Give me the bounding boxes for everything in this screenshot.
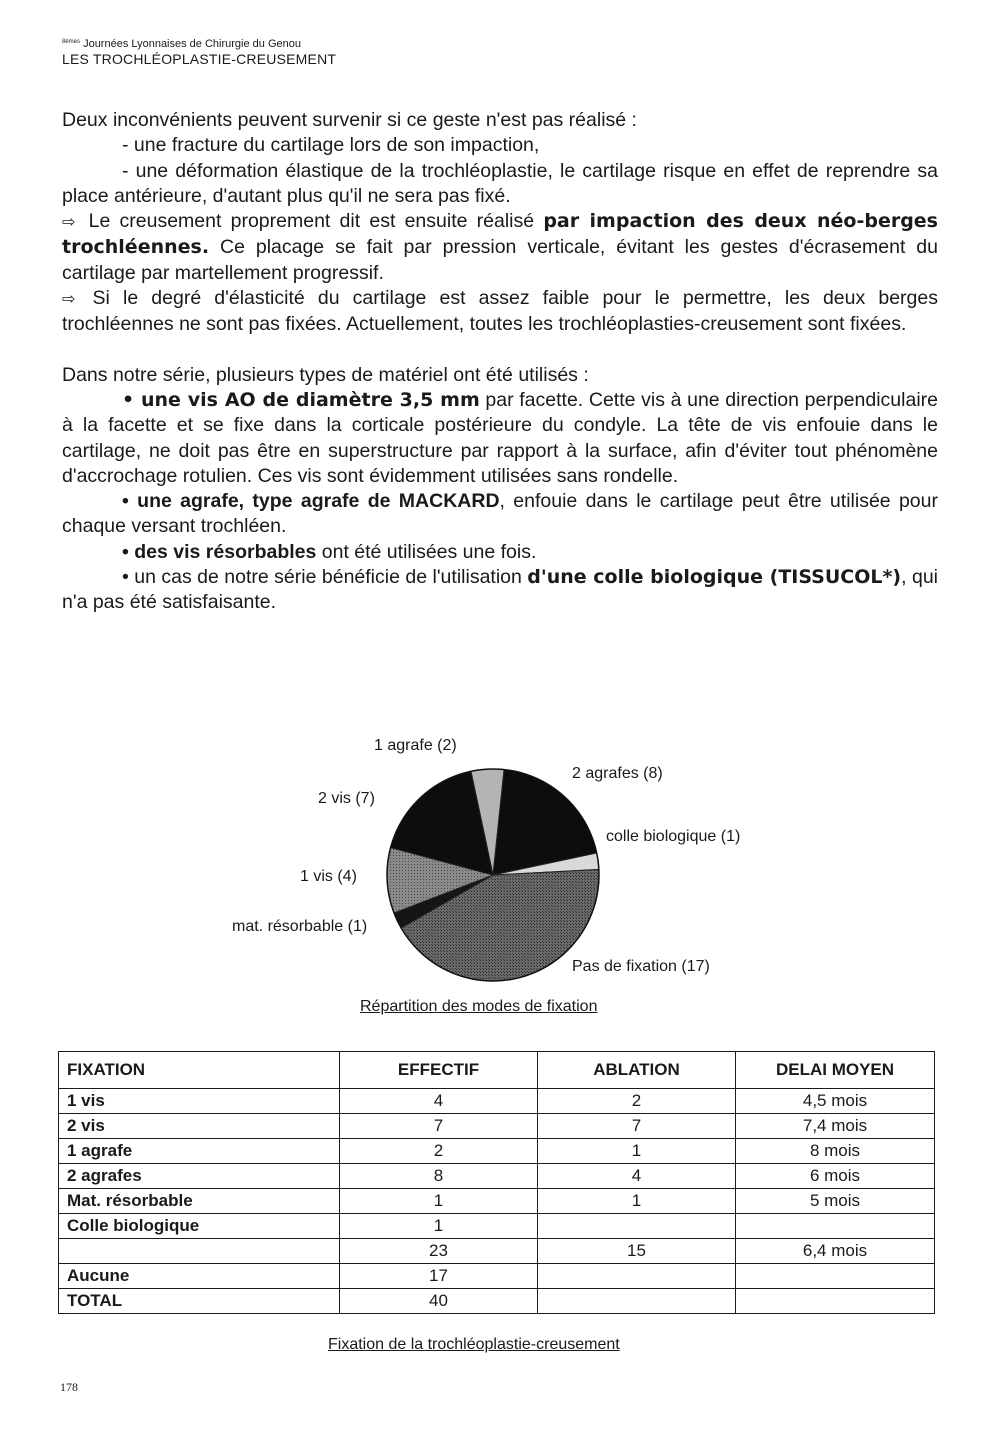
table-cell [736,1264,935,1289]
paragraph-text: Le creusement proprement dit est ensuite réalisé [79,210,544,233]
table-cell: 1 [538,1189,736,1214]
paragraph-materials-intro: Dans notre série, plusieurs types de matériel ont été utilisés : [62,363,589,386]
paragraph-text: ont été utilisées une fois. [316,540,537,563]
running-head [62,36,336,67]
table-row [59,1164,935,1189]
table-cell: 1 agrafe [59,1139,340,1164]
list-item [62,159,938,210]
table-cell [538,1289,736,1314]
pie-chart-graphic [0,720,1000,1000]
table-cell [736,1214,935,1239]
table-row [59,1239,935,1264]
chapter-title: LES TROCHLÉOPLASTIE-CREUSEMENT [62,51,337,67]
table-cell [538,1264,736,1289]
column-header: ABLATION [538,1052,736,1089]
emphasis-text: • une agrafe, type agrafe de MACKARD [122,490,500,513]
emphasis-text: • des vis résorbables [122,540,317,563]
paragraph-text: Ce placage se fait par pression verticale, évitant les gestes d'écrasement du cartilage par martellement progressif. [62,236,938,284]
table-row [59,1189,935,1214]
table-cell: 8 [340,1164,538,1189]
paragraph-intro: Deux inconvénients peuvent survenir si ce geste n'est pas réalisé : [62,109,637,131]
edition-number: 8èmes [62,39,81,45]
bullet-item [62,540,938,565]
table-cell: 5 mois [736,1189,935,1214]
table-cell: 8 mois [736,1139,935,1164]
paragraph-impaction [62,209,938,286]
table-cell: 2 [340,1139,538,1164]
fixation-table [58,1051,935,1314]
table-cell: 7 [538,1114,736,1139]
table-cell: 1 [340,1214,538,1239]
table-cell: 4 [340,1089,538,1114]
table-cell: 4 [538,1164,736,1189]
table-row [59,1089,935,1114]
column-header: DELAI MOYEN [736,1052,935,1089]
table-row [59,1214,935,1239]
arrow-right-icon: ⇨ [62,214,76,232]
table-cell: 17 [340,1264,538,1289]
journal-name: Journées Lyonnaises de Chirurgie du Genou [80,38,301,50]
table-row [59,1114,935,1139]
article-body [62,108,938,616]
table-cell: 4,5 mois [736,1089,935,1114]
table-cell [736,1289,935,1314]
emphasis-text: • une vis AO de diamètre 3,5 mm [122,388,480,411]
bullet-item [62,489,938,540]
pie-slice-label: Pas de fixation (17) [572,958,710,975]
column-header: EFFECTIF [340,1052,538,1089]
table-cell: 2 vis [59,1114,340,1139]
page-number: 178 [60,1380,78,1394]
table-row [59,1139,935,1164]
table-cell: 40 [340,1289,538,1314]
table-cell: Colle biologique [59,1214,340,1239]
table-row [59,1264,935,1289]
pie-slice-label: mat. résorbable (1) [232,918,368,935]
pie-slice-label: 1 agrafe (2) [374,737,457,754]
table-caption: Fixation de la trochléoplastie-creusement [328,1336,620,1353]
paragraph-elasticity [62,286,938,338]
pie-slice-label: 1 vis (4) [300,868,357,885]
emphasis-text: d'une colle biologique (TISSUCOL*) [527,566,902,589]
paragraph-text: , qui n'a pas été satisfaisante. [62,566,939,614]
table-cell: 7 [340,1114,538,1139]
paragraph-text: Si le degré d'élasticité du cartilage est assez faible pour le permettre, les deux berges trochléennes ne sont pas fixées. Actuellement, toutes les trochléoplasties-creusement sont fixées. [62,287,938,336]
pie-chart-caption: Répartition des modes de fixation [360,998,598,1015]
bullet-item [62,388,938,489]
pie-slice-label: 2 vis (7) [318,790,375,807]
bullet-item [62,565,938,616]
paragraph-text: , enfouie dans le cartilage peut être utilisée pour chaque versant trochléen. [62,490,938,538]
table-cell [538,1214,736,1239]
list-item-text: - une déformation élastique de la trochléoplastie, le cartilage risque en effet de reprendre sa place antérieure, d'autant plus qu'il ne sera pas fixé. [62,159,938,207]
table-cell: Mat. résorbable [59,1189,340,1214]
paragraph-text: • un cas de notre série bénéficie de l'utilisation [122,566,528,589]
paragraph-text: par facette. Cette vis à une direction perpendiculaire à la facette et se fixe dans la corticale postérieure du condyle. La tête de vis enfouie dans le cartilage, ne doit pas être en superstructure par rapport à la surface, afin d'éviter tout phénomène d'accrochage rotulien. Ces vis sont évidemment utilisées sans rondelle. [62,388,938,487]
column-header: FIXATION [59,1052,340,1089]
table-row [59,1289,935,1314]
table-cell: 6 mois [736,1164,935,1189]
table-cell: Aucune [59,1264,340,1289]
table-cell: 1 [538,1139,736,1164]
table-cell: 23 [340,1239,538,1264]
pie-chart [0,720,1000,1020]
emphasis-text: par impaction des deux néo-berges trochléennes. [62,210,938,259]
table-cell: TOTAL [59,1289,340,1314]
list-item: - une fracture du cartilage lors de son impaction, [122,134,540,157]
paragraph-spacer [62,338,938,363]
table-cell: 6,4 mois [736,1239,935,1264]
journal-title [62,36,336,51]
table-cell: 7,4 mois [736,1114,935,1139]
table-cell: 2 [538,1089,736,1114]
table-header-row [59,1052,935,1089]
arrow-right-icon: ⇨ [62,291,76,309]
table-cell: 1 [340,1189,538,1214]
table-cell: 15 [538,1239,736,1264]
table-cell: 1 vis [59,1089,340,1114]
table-body [59,1089,935,1314]
table-cell [59,1239,340,1264]
pie-slice-label: 2 agrafes (8) [572,765,663,782]
pie-slice-label: colle biologique (1) [606,828,741,845]
table-cell: 2 agrafes [59,1164,340,1189]
